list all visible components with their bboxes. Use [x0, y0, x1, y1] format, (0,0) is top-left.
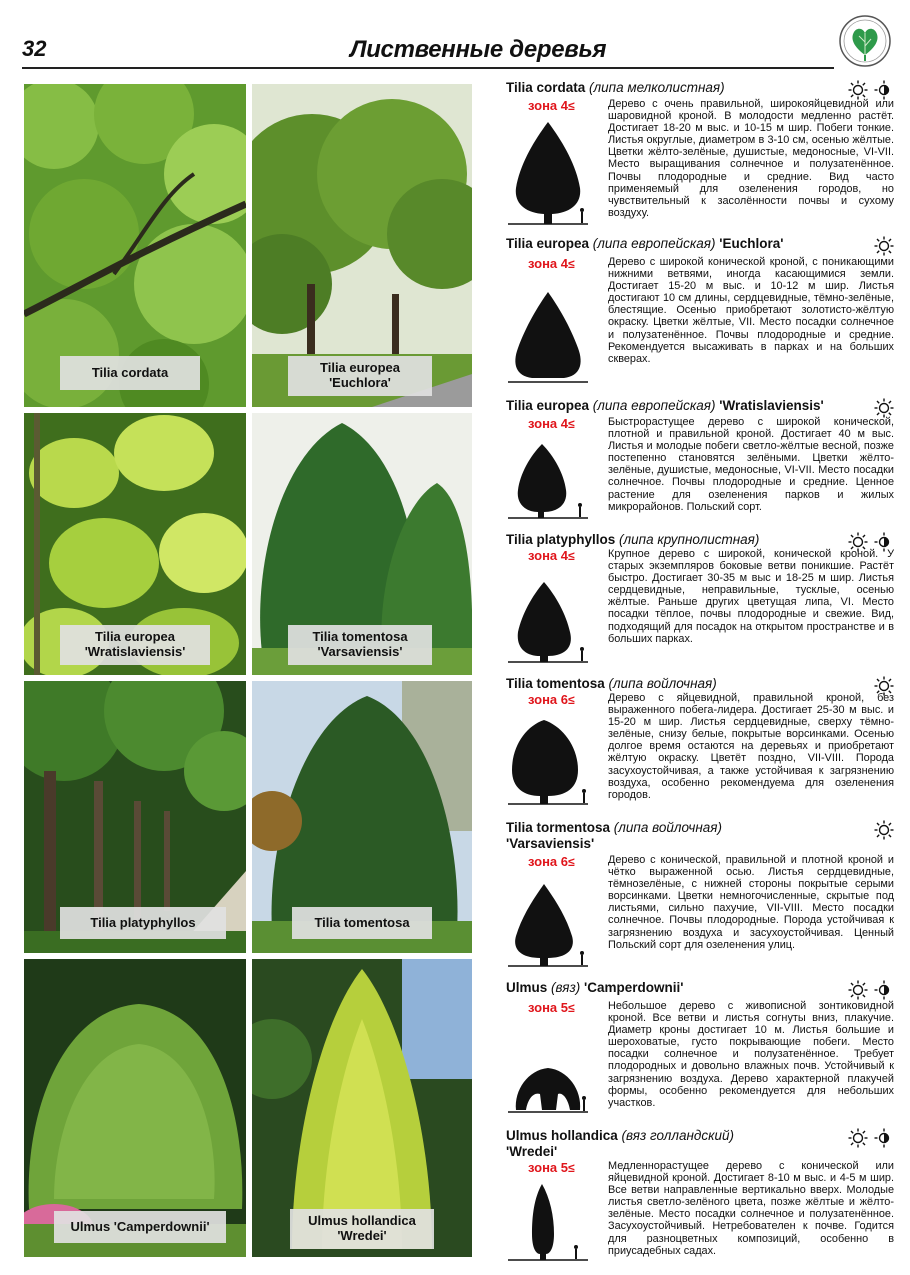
sun-icon [874, 398, 894, 418]
caption-line: 'Varsaviensis' [317, 644, 403, 659]
half-shade-icon [874, 80, 894, 100]
zone-number: 4 [560, 548, 569, 563]
sun-icon [848, 80, 868, 100]
sun-icon [874, 820, 894, 840]
zone-number: 4 [560, 256, 569, 271]
zone-number: 6 [560, 692, 569, 707]
photo-ulmus-camperdownii [24, 959, 246, 1257]
photo-tilia-platyphyllos [24, 681, 246, 953]
entry-description: Крупное дерево с широкой, конической кроной. У старых экземпляров боковые ветви поникшие. Растёт быстро. Достигает 30-35 м выс и 18-25 м шир. Листья сердцевидные, неправильные, тусклые, осенью жёлтые. Раньше других цветущая липа, VI. Место посадки тёплое, почвы плодородные и свежие. Вид, подходящий для посадок на открытом пространстве и в больших парках. [608, 548, 894, 645]
hardiness-zone [528, 1000, 575, 1015]
caption-line: Ulmus hollandica [308, 1213, 416, 1229]
photo-caption [292, 907, 432, 939]
zone-number: 5 [560, 1160, 569, 1175]
title-ru: (липа войлочная) [608, 676, 717, 691]
zone-number: 4 [560, 416, 569, 431]
zone-symbol: ≤ [568, 693, 575, 707]
caption-line: Tilia europea [95, 629, 175, 645]
entry-title [506, 676, 894, 692]
hardiness-zone [528, 854, 575, 869]
entry-description: Дерево с очень правильной, широкояйцевидной или шаровидной кроной. В молодости медленно растёт. Достигает 18-20 м выс. и 10-15 м шир. Побеги тонкие. Листья округлые, диаметром в 3-10 см, осенью жёлтые. Цветки жёлто-зелёные, душистые, медоносные, VI-VII. Место выращивания солнечное и полузатенённое. Почвы плодородные и средние. Вид часто применяемый для озеленения городов, но чувствительный к засолённости почвы и сухому воздуху. [608, 98, 894, 219]
photo-tilia-europea-euchlora [252, 84, 472, 407]
entry-tilia-tomentosa [506, 676, 894, 816]
entry-tilia-europea-wratislaviensis [506, 398, 894, 528]
caption-line: Tilia cordata [91, 364, 169, 380]
light-icons [848, 980, 894, 1000]
half-shade-icon [874, 980, 894, 1000]
title-ru: (вяз) [551, 980, 581, 995]
title-ru: (липа мелколистная) [589, 80, 725, 95]
zone-symbol: ≤ [568, 1161, 575, 1175]
title-latin: Tilia europea [506, 398, 590, 413]
zone-label: зона [528, 416, 558, 431]
caption-line: Ulmus 'Camperdownii' [70, 1218, 210, 1234]
photo-caption [288, 625, 432, 665]
photo-tilia-tomentosa [252, 681, 472, 953]
light-icons [874, 820, 894, 840]
photo-caption [60, 907, 226, 939]
caption-line: Tilia platyphyllos [90, 914, 196, 930]
zone-label: зона [528, 1000, 558, 1015]
title-ru: (липа европейская) [592, 398, 716, 413]
entry-description: Дерево с конической, правильной и плотной кроной и чётко выраженной осью. Листья сердцевидные, тёмнозелёные, с нижней стороны покрытые серыми ворсинками. Цветки немногочисленные, скрытые под листьями, сильно пахучие, VII-VIII. Место посадки солнечное. Почвы плодородные. Порода устойчивая к загрязнению воздуха и засухоустойчивая. Ценный Польский сорт для озеленения улиц. [608, 854, 894, 951]
title-latin: Tilia platyphyllos [506, 532, 616, 547]
title-cultivar: 'Varsaviensis' [506, 836, 595, 851]
tree-silhouette-icon [506, 288, 590, 386]
title-latin: Ulmus [506, 980, 548, 995]
entry-description: Медленнорастущее дерево с конической или яйцевидной кроной. Достигает 8-10 м выс. и 4-5 м шир. Все ветви направленные вертикально вверх. Молодые листья светло-зелёного цвета, позже жёлтые и жёлто-зелёные. Место посадки солнечное и полузатенённое. Засухоустойчивый. Нетребователен к почве. Годится для разноцветных композиций, особенно в приусадебных садах. [608, 1160, 894, 1257]
caption-line: Tilia tomentosa [314, 914, 410, 930]
zone-label: зона [528, 256, 558, 271]
zone-symbol: ≤ [568, 1001, 575, 1015]
hardiness-zone [528, 98, 575, 113]
tree-silhouette-icon [506, 880, 590, 970]
title-latin: Ulmus hollandica [506, 1128, 618, 1143]
linden-leaf-logo-icon [838, 14, 892, 68]
zone-number: 5 [560, 1000, 569, 1015]
zone-symbol: ≤ [568, 99, 575, 113]
title-cultivar: 'Camperdownii' [584, 980, 684, 995]
entry-ulmus-hollandica-wredei [506, 1128, 894, 1268]
zone-label: зона [528, 98, 558, 113]
zone-label: зона [528, 1160, 558, 1175]
entry-tilia-tormentosa-varsaviensis [506, 820, 894, 976]
photo-tilia-europea-wratislaviensis [24, 413, 246, 675]
zone-label: зона [528, 854, 558, 869]
photo-caption [290, 1209, 434, 1249]
entry-description: Дерево с широкой конической кроной, с поникающими нижними ветвями, иногда касающимися земли. Достигает 15-20 м выс. и 10-12 м шир. Листья достигают 10 см длины, сердцевидные, тёмно-зелёные, блестящие. Осенью приобретают золотисто-жёлтую окраску. Цветки жёлтые, VII. Место посадки солнечное и полузатенённое. Почвы плодородные и средние. Рекомендуется высаживать в парках и на больших скверах. [608, 256, 894, 365]
zone-label: зона [528, 548, 558, 563]
caption-line: 'Wratislaviensis' [84, 644, 186, 659]
entry-title [506, 236, 894, 252]
tree-silhouette-icon [506, 118, 590, 228]
sun-icon [848, 980, 868, 1000]
light-icons [874, 236, 894, 256]
hardiness-zone [528, 692, 575, 707]
zone-symbol: ≤ [568, 549, 575, 563]
entry-title [506, 532, 894, 548]
photo-caption [60, 356, 200, 390]
page-number: 32 [22, 36, 47, 61]
title-cultivar: 'Wratislaviensis' [719, 398, 824, 413]
caption-line: 'Wredei' [337, 1228, 387, 1243]
tree-silhouette-icon [506, 438, 590, 522]
zone-symbol: ≤ [568, 417, 575, 431]
title-ru: (липа крупнолистная) [619, 532, 760, 547]
caption-line: Tilia tomentosa [312, 629, 408, 645]
entry-tilia-platyphyllos [506, 532, 894, 672]
entry-title [506, 980, 894, 996]
photo-caption [54, 1211, 226, 1243]
title-cultivar: 'Euchlora' [719, 236, 784, 251]
entry-description: Быстрорастущее дерево с широкой конической, плотной и правильной кроной. Достигает 40 м выс. Листья и молодые побеги светло-жёлтые весной, позже постепенно становятся зелёными. Цветки жёлто-зелёные, душистые, медоносные, VI-VII. Место посадки солнечное. Почвы плодородные и средние. Ценное растение для озеленения парков и жилых микрорайонов. Польский сорт. [608, 416, 894, 513]
section-title: Лиственные деревья [350, 36, 607, 63]
light-icons [848, 80, 894, 100]
entry-title [506, 820, 894, 852]
photo-caption [60, 625, 210, 665]
entry-title [506, 1128, 894, 1160]
photo-ulmus-hollandica-wredei [252, 959, 472, 1257]
sun-icon [874, 236, 894, 256]
photo-tilia-tomentosa-varsaviensis [252, 413, 472, 675]
tree-silhouette-icon [506, 716, 590, 808]
header-rule [22, 67, 834, 69]
title-ru: (липа войлочная) [613, 820, 723, 835]
sun-icon [848, 1128, 868, 1148]
half-shade-icon [874, 1128, 894, 1148]
entry-ulmus-camperdownii [506, 980, 894, 1120]
entry-title [506, 398, 894, 414]
title-latin: Tilia cordata [506, 80, 586, 95]
hardiness-zone [528, 548, 575, 563]
hardiness-zone [528, 256, 575, 271]
light-icons [848, 1128, 894, 1148]
zone-number: 6 [560, 854, 569, 869]
zone-number: 4 [560, 98, 569, 113]
zone-symbol: ≤ [568, 855, 575, 869]
entry-tilia-cordata [506, 80, 894, 230]
title-latin: Tilia tomentosa [506, 676, 605, 691]
caption-line: 'Euchlora' [329, 375, 391, 390]
hardiness-zone [528, 416, 575, 431]
entry-title [506, 80, 894, 96]
title-latin: Tilia europea [506, 236, 590, 251]
photo-tilia-cordata [24, 84, 246, 407]
entry-tilia-europea-euchlora [506, 236, 894, 386]
entry-description: Дерево с яйцевидной, правильной кроной, без выраженного побега-лидера. Достигает 25-30 м выс. и 15-20 м шир. Листья сердцевидные, сверху тёмно-зелёные, снизу белые, покрытые ворсинками. Осенью долгое время остаются на деревьях и приобретают жёлтую окраску. Цветёт поздно, VII-VIII. Порода засухоустойчивая, а также устойчивая к загрязнению воздуха, особенно рекомендуема для озеленения городов. [608, 692, 894, 801]
title-cultivar: 'Wredei' [506, 1144, 558, 1159]
tree-silhouette-icon [506, 1182, 590, 1264]
title-ru: (вяз голландский) [621, 1128, 735, 1143]
entry-description: Небольшое дерево с живописной зонтиковидной кроной. Все ветви и листья согнуты вниз, плакучие. Диаметр кроны достигает 10 м. Листья большие и шероховатые, густо покрывающие побеги. Место посадки солнечное и полузатенённое. Требует плодородных и довольно влажных почв. Устойчивый к загрязнению воздуха. Дерево характерной плакучей формы, особенно рекомендуется для небольших участков. [608, 1000, 894, 1109]
hardiness-zone [528, 1160, 575, 1175]
zone-symbol: ≤ [568, 257, 575, 271]
photo-caption [288, 356, 432, 396]
caption-line: Tilia europea [320, 360, 400, 376]
title-ru: (липа европейская) [592, 236, 716, 251]
tree-silhouette-icon [506, 578, 590, 666]
title-latin: Tilia tormentosa [506, 820, 611, 835]
light-icons [874, 398, 894, 418]
tree-silhouette-icon [506, 1060, 590, 1116]
zone-label: зона [528, 692, 558, 707]
